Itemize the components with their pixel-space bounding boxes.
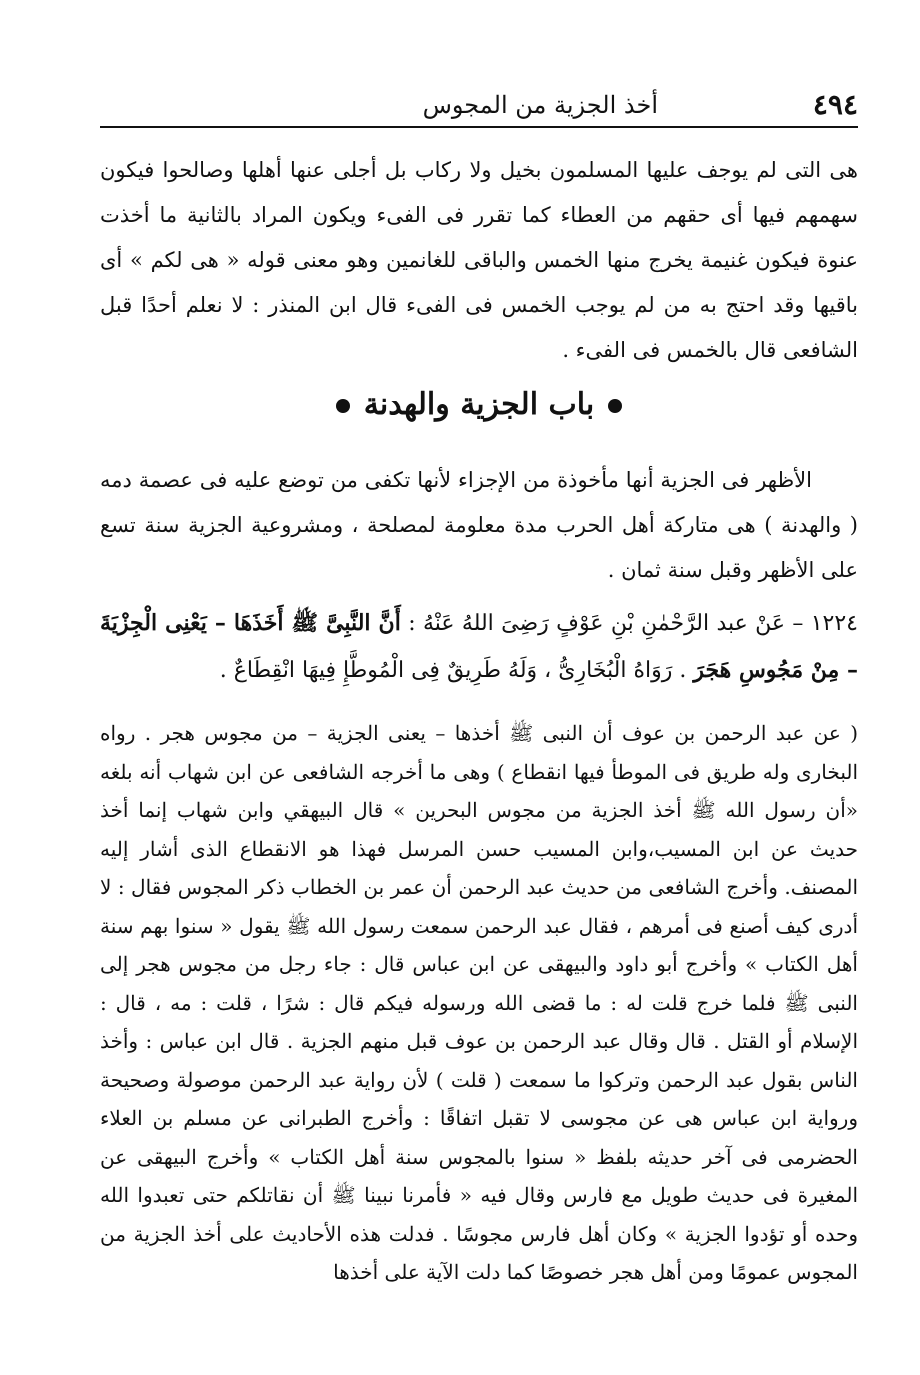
hadith-matn: أَنَّ النَّبِىَّ ﷺ أَخَذَهَا – يَعْنِى الْجِزْيَةَ – مِنْ مَجُوسِ هَجَرَ bbox=[100, 610, 858, 683]
definition-paragraph bbox=[100, 458, 858, 593]
page-number: ٤٩٤ bbox=[812, 88, 858, 121]
hadith-number-narrator: ١٢٢٤ – عَنْ عبد الرَّحْمٰنِ بْنِ عَوْفٍ رَضِىَ اللهُ عَنْهُ : bbox=[400, 611, 858, 636]
chapter-heading bbox=[100, 380, 858, 430]
bullet-icon bbox=[608, 399, 622, 413]
commentary-text: ( عن عبد الرحمن بن عوف أن النبى ﷺ أخذها – يعنى الجزية – من مجوس هجر . رواه البخارى وله طريق فى الموطأ فيها انقطاع ) وهى ما أخرجه الشافعى عن ابن شهاب أنه بلغه «أن رسول الله ﷺ أخذ الجزية من مجوس البحرين » قال البيهقي وابن شهاب إنما أخذ حديث عن ابن المسيب،وابن المسيب حسن المرسل فهذا هو الانقطاع الذى أشار إليه المصنف. وأخرج الشافعى من حديث عبد الرحمن أن عمر بن الخطاب ذكر المجوس فقال : لا أدرى كيف أصنع فى أمرهم ، فقال عبد الرحمن سمعت رسول الله ﷺ يقول « سنوا بهم سنة أهل الكتاب » وأخرج أبو داود والبيهقى عن ابن عباس قال : جاء رجل من مجوس هجر إلى النبى ﷺ فلما خرج قلت له : ما قضى الله ورسوله فيكم قال : شرًا ، قلت : مه ، قال : الإسلام أو القتل . قال وقال عبد الرحمن بن عوف قبل منهم الجزية . قال ابن عباس : وأخذ الناس بقول عبد الرحمن وتركوا ما سمعت ( قلت ) لأن رواية عبد الرحمن موصولة وصحيحة ورواية ابن عباس هى عن مجوسى لا تقبل اتفاقًا : وأخرج الطبرانى عن مسلم بن العلاء الحضرمى فى آخر حديثه بلفظ « سنوا بالمجوس سنة أهل الكتاب » وأخرج البيهقى عن المغيرة فى حديث طويل مع فارس وقال فيه « فأمرنا نبينا ﷺ أن نقاتلكم حتى تعبدوا الله وحده أو تؤدوا الجزية » وكان أهل فارس مجوسًا . فدلت هذه الأحاديث على أخذ الجزية من المجوس عمومًا ومن أهل هجر خصوصًا كما دلت الآية على أخذها bbox=[100, 721, 858, 1284]
intro-paragraph bbox=[100, 148, 858, 373]
hadith-source: . رَوَاهُ الْبُخَارِىُّ ، وَلَهُ طَرِيقٌ فِى الْمُوطَّإِ فِيهَا انْقِطَاعٌ . bbox=[219, 658, 694, 683]
commentary-paragraph bbox=[100, 714, 858, 1292]
hadith-paragraph bbox=[100, 600, 858, 694]
running-title: أخذ الجزية من المجوس bbox=[422, 91, 658, 119]
bullet-icon bbox=[336, 399, 350, 413]
header-rule bbox=[100, 126, 858, 128]
chapter-title: باب الجزية والهدنة bbox=[363, 387, 595, 422]
page-header bbox=[100, 84, 858, 128]
definition-text: الأظهر فى الجزية أنها مأخوذة من الإجزاء لأنها تكفى من توضع عليه فى عصمة دمه ( والهدنة ) هى متاركة أهل الحرب مدة معلومة لمصلحة ، ومشروعية الجزية سنة تسع على الأظهر وقبل سنة ثمان . bbox=[100, 468, 858, 582]
intro-text: هى التى لم يوجف عليها المسلمون بخيل ولا ركاب بل أجلى عنها أهلها وصالحوا فيكون سهمهم فيها أى حقهم من العطاء كما تقرر فى الفىء ويكون المراد بالثانية ما أخذت عنوة فيكون غنيمة يخرج منها الخمس والباقى للغانمين وهو معنى قوله « هى لكم » أى باقيها وقد احتج به من لم يوجب الخمس فى الفىء قال ابن المنذر : لا نعلم أحدًا قبل الشافعى قال بالخمس فى الفىء . bbox=[100, 158, 858, 362]
hadith-text bbox=[100, 600, 858, 694]
